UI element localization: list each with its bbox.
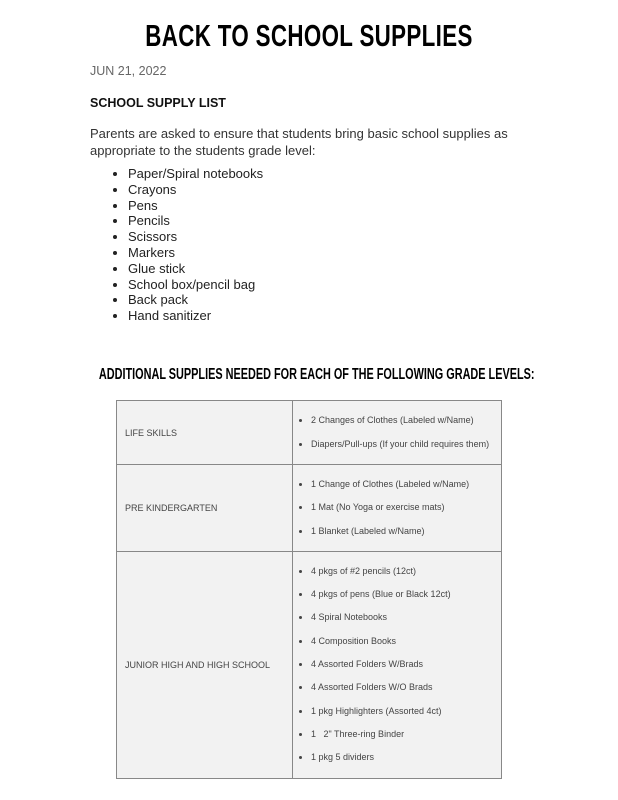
table-row bbox=[117, 551, 502, 778]
supply-item: • Markers bbox=[128, 245, 263, 261]
grade-supplies bbox=[293, 551, 502, 778]
grade-supply-item: • 4 Spiral Notebooks bbox=[311, 606, 501, 629]
section-heading: SCHOOL SUPPLY LIST bbox=[90, 96, 226, 110]
grade-supply-item: • 4 Assorted Folders W/Brads bbox=[311, 653, 501, 676]
grade-supply-item: • 4 Assorted Folders W/O Brads bbox=[311, 676, 501, 699]
grade-level: JUNIOR HIGH AND HIGH SCHOOL bbox=[117, 551, 293, 778]
grade-supply-item: • 2 Changes of Clothes (Labeled w/Name) bbox=[311, 409, 501, 432]
supply-item: • Hand sanitizer bbox=[128, 308, 263, 324]
grade-supply-item: • 4 pkgs of pens (Blue or Black 12ct) bbox=[311, 583, 501, 606]
grade-supply-item: • 1 pkg Highlighters (Assorted 4ct) bbox=[311, 700, 501, 723]
supply-item: • Crayons bbox=[128, 182, 263, 198]
table-row bbox=[117, 465, 502, 552]
grade-supply-item: • 1 2" Three-ring Binder bbox=[311, 723, 501, 746]
grade-supply-item: • Diapers/Pull-ups (If your child requires them) bbox=[311, 433, 501, 456]
supply-item: • Back pack bbox=[128, 292, 263, 308]
grade-level: LIFE SKILLS bbox=[117, 401, 293, 465]
supply-item: • Scissors bbox=[128, 229, 263, 245]
basic-supply-list bbox=[90, 166, 263, 324]
grade-supplies-table bbox=[116, 400, 502, 779]
page-title: BACK TO SCHOOL SUPPLIES bbox=[145, 18, 473, 53]
grade-supply-item: • 1 Mat (No Yoga or exercise mats) bbox=[311, 496, 501, 519]
supply-item: • Pens bbox=[128, 198, 263, 214]
post-date: JUN 21, 2022 bbox=[90, 64, 167, 78]
grade-levels-heading: ADDITIONAL SUPPLIES NEEDED FOR EACH OF THE FOLLOWING GRADE LEVELS: bbox=[98, 366, 535, 383]
grade-supplies bbox=[293, 465, 502, 552]
grade-supply-item: • 1 pkg 5 dividers bbox=[311, 746, 501, 769]
grade-supply-item: • 1 Change of Clothes (Labeled w/Name) bbox=[311, 473, 501, 496]
grade-level: PRE KINDERGARTEN bbox=[117, 465, 293, 552]
supply-item: • Paper/Spiral notebooks bbox=[128, 166, 263, 182]
intro-text: Parents are asked to ensure that students bring basic school supplies as appropriate to the students grade level: bbox=[90, 126, 508, 158]
supply-item: • Glue stick bbox=[128, 261, 263, 277]
supply-item: • School box/pencil bag bbox=[128, 277, 263, 293]
grade-supply-item: • 4 pkgs of #2 pencils (12ct) bbox=[311, 560, 501, 583]
grade-supply-item: • 4 Composition Books bbox=[311, 630, 501, 653]
grade-supplies bbox=[293, 401, 502, 465]
supply-item: • Pencils bbox=[128, 213, 263, 229]
grade-supply-item: • 1 Blanket (Labeled w/Name) bbox=[311, 520, 501, 543]
table-row bbox=[117, 401, 502, 465]
